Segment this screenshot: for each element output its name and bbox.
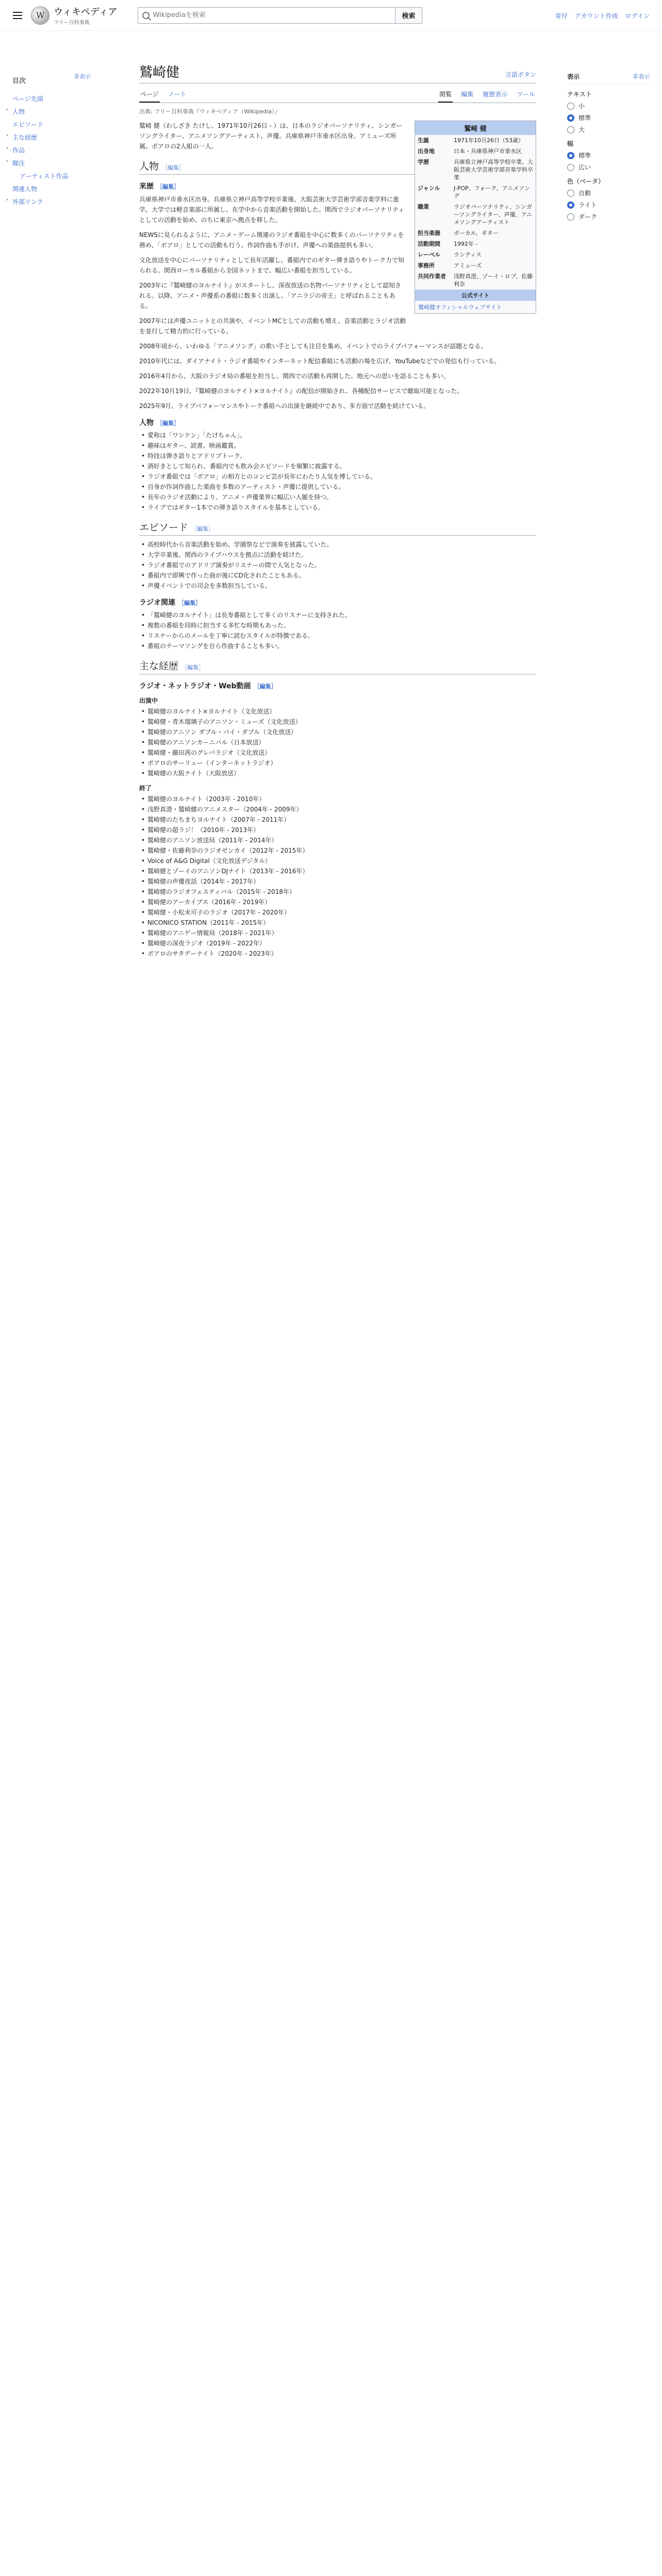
infobox <box>415 121 536 314</box>
infobox-official-site-link[interactable]: 鷲崎健オフィシャルウェブサイト <box>418 304 502 311</box>
toc-item[interactable] <box>6 105 91 118</box>
list-item: • 鷲崎健・藤田茜のグレパラジオ（文化放送） <box>139 748 536 758</box>
list-item: • 番組のテーマソングを自ら作曲することも多い。 <box>139 641 536 651</box>
site-header <box>0 0 662 31</box>
width-options <box>567 151 650 172</box>
list-item: • 鷲崎健の大阪ナイト（大阪放送） <box>139 769 536 778</box>
list-item: • 浅野真澄・鷲崎健のアニメスター（2004年 - 2009年） <box>139 805 536 815</box>
list-item: • 高校時代から音楽活動を始め、学園祭などで演奏を披露していた。 <box>139 540 536 550</box>
radio-label: 標準 <box>578 152 591 159</box>
tab-read[interactable]: 閲覧 <box>438 87 453 103</box>
infobox-value: 兵庫県立神戸高等学校卒業、大阪芸術大学芸術学部音楽学科卒業 <box>454 159 533 181</box>
list-item: • 声優イベントでの司会を多数担当している。 <box>139 581 536 591</box>
toc-item-label: 関連人物 <box>12 185 38 193</box>
create-account-link[interactable]: アカウント作成 <box>574 12 618 20</box>
toc-item[interactable] <box>12 170 91 182</box>
section-person-heading: 人物 ［編集］ <box>139 159 536 175</box>
text-size-option[interactable] <box>567 125 650 134</box>
infobox-key: 共同作業者 <box>418 273 446 280</box>
paragraph: 2016年4月から、大阪のラジオ局の番組を担当し、関西での活動も再開した。地元への思いを語ることも多い。 <box>139 372 450 380</box>
toc-item-label: 作品 <box>12 147 25 154</box>
paragraph: 2008年頃から、いわゆる「アニメソング」の歌い手としても注目を集め、イベントでのライブパフォーマンスが話題となる。 <box>139 343 487 350</box>
color-label: 色（ベータ） <box>567 178 605 185</box>
search-input[interactable] <box>153 11 395 19</box>
radio-label: 自動 <box>578 190 591 197</box>
infobox-row <box>415 228 536 239</box>
infobox-value: アミューズ <box>454 262 482 269</box>
chevron-right-icon[interactable]: › <box>6 146 8 151</box>
toc-item-label: 脚注 <box>12 160 25 167</box>
toc-item[interactable] <box>6 131 91 144</box>
color-options <box>567 189 650 221</box>
toc-item[interactable] <box>12 182 91 195</box>
list-item: • 長年のラジオ活動により、アニメ・声優業界に幅広い人脈を持つ。 <box>139 493 536 502</box>
chevron-right-icon[interactable]: › <box>6 197 8 202</box>
toc-sidebar <box>6 72 91 208</box>
infobox-value: 1992年 - <box>454 241 478 247</box>
infobox-title: 鷲崎 健 <box>415 121 536 135</box>
search-icon <box>142 12 150 19</box>
paragraph: 2022年10月19日、『鷲崎健のヨルナイト×ヨルナイト』の配信が開始され、各種配信サービスで聴取可能となった。 <box>139 387 464 395</box>
list-item: • 鷲崎健のヨルナイト×ヨルナイト（文化放送） <box>139 707 536 717</box>
toc-item-label: 主な経歴 <box>12 134 38 141</box>
radio-button-icon[interactable] <box>567 213 574 221</box>
paragraph: 2007年には声優ユニットとの共演や、イベントMCとしての活動も増え、音楽活動とラジオ活動を並行して精力的に行っている。 <box>139 317 406 335</box>
search-form <box>138 7 422 24</box>
site-logo[interactable] <box>31 5 117 26</box>
tab-history[interactable]: 履歴表示 <box>483 91 508 98</box>
main-content <box>139 62 536 963</box>
paragraph: 文化放送を中心にパーソナリティとして長年活躍し、番組内でのギター弾き語りやトーク力で知られる。関西ローカル番組から全国ネットまで、幅広い番組を担当している。 <box>139 257 404 274</box>
toc-item[interactable] <box>6 144 91 157</box>
toc-item[interactable] <box>6 195 91 208</box>
toc-item-label: 人物 <box>12 108 25 115</box>
list-item: • 大学卒業後、関西のライブハウスを拠点に活動を続けた。 <box>139 550 536 560</box>
subsection-traits-heading: 人物 ［編集］ <box>139 419 179 427</box>
toc-item-label: エピソード <box>12 121 44 128</box>
infobox-extra-title: 公式サイト <box>415 290 536 301</box>
toc-title: 目次 <box>12 77 26 85</box>
infobox-row <box>415 239 536 249</box>
radio-label: ダーク <box>578 213 598 221</box>
radio-button-icon[interactable] <box>567 190 574 197</box>
color-option[interactable] <box>567 212 650 221</box>
donate-link[interactable]: 寄付 <box>555 12 568 20</box>
list-item: • 鷲崎健のアニソン放送局（2011年 - 2014年） <box>139 836 536 845</box>
list-item: • 鷲崎健のアニゲー情報局（2018年 - 2021年） <box>139 928 536 938</box>
infobox-key: ジャンル <box>418 185 440 192</box>
tab-page[interactable]: ページ <box>139 87 160 103</box>
past-shows-heading: 終了 <box>139 785 152 792</box>
radio-button-icon[interactable] <box>567 103 574 110</box>
infobox-row <box>415 260 536 271</box>
paragraph: NEWSに見られるように、アニメ・ゲーム関連のラジオ番組を中心に数多くのパーソナリティを務め、「ポアロ」としての活動も行う。作詞作曲も手がけ、声優への楽曲提供も多い。 <box>139 231 404 249</box>
text-size-option[interactable] <box>567 101 650 110</box>
subsection-radio-web-heading: ラジオ・ネットラジオ・Web動画 ［編集］ <box>139 682 277 690</box>
edit-link[interactable]: ［編集］ <box>162 164 185 171</box>
list-item: • 鷲崎健とゾーイのアニソンDJナイト（2013年 - 2016年） <box>139 867 536 876</box>
paragraph: 2003年に『鷲崎健のヨルナイト』がスタートし、深夜放送の名物パーソナリティとして認知される。以降、アニメ・声優系の番組に数多く出演し、「アニラジの帝王」と呼ばれることもある。 <box>139 282 402 310</box>
infobox-value: ラジオパーソナリティ、シンガーソングライター、声優、アニメソングアーティスト <box>454 204 533 226</box>
chevron-right-icon[interactable]: › <box>6 133 8 138</box>
episodes-list <box>139 540 536 591</box>
section-episodes-heading: エピソード ［編集］ <box>139 520 536 536</box>
paragraph: 兵庫県神戸市垂水区出身。兵庫県立神戸高等学校卒業後、大阪芸術大学芸術学部音楽学科に進学。大学では軽音楽部に所属し、在学中から音楽活動を開始した。関西でラジオパーソナリティとしての活動を始め、のちに東京へ拠点を移した。 <box>139 196 405 224</box>
list-item: • Voice of A&G Digital（文化放送デジタル） <box>139 856 536 866</box>
edit-link[interactable]: ［編集］ <box>254 683 277 690</box>
width-option[interactable] <box>567 163 650 172</box>
subsection-career-heading: 来歴 ［編集］ <box>139 182 179 191</box>
list-item: • ラジオ番組でのアドリブ演奏がリスナーの間で人気となった。 <box>139 561 536 570</box>
infobox-row <box>415 271 536 290</box>
radio-button-icon[interactable] <box>567 164 574 171</box>
list-item: • ポアロのサタデーナイト（2020年 - 2023年） <box>139 949 536 959</box>
width-label: 幅 <box>567 140 574 147</box>
infobox-value: ランティス <box>454 251 482 258</box>
text-size-label: テキスト <box>567 91 592 98</box>
toc-list <box>6 92 91 208</box>
toc-hide-button[interactable]: 非表示 <box>74 73 91 80</box>
wikipedia-globe-icon <box>31 6 49 25</box>
tab-talk[interactable]: ノート <box>168 91 187 98</box>
current-shows-list <box>139 707 536 778</box>
search-box[interactable] <box>138 7 395 24</box>
paragraph: 2025年9月、ライブパフォーマンスやトーク番組への出演を継続中であり、多方面で活動を続けている。 <box>139 402 430 410</box>
list-item: • 鷲崎健・佐藤利奈のラジオゼンカイ（2012年 - 2015年） <box>139 846 536 856</box>
list-item: • 鷲崎健のアニソン ダブル・バイ・ダブル（文化放送） <box>139 727 536 737</box>
infobox-row <box>415 157 536 183</box>
infobox-value: J-POP、フォーク、アニメソング <box>454 185 530 199</box>
list-item: • 鷲崎健の声優夜話（2014年 - 2017年） <box>139 877 536 887</box>
list-item: • NICONICO STATION（2011年 - 2015年） <box>139 918 536 928</box>
infobox-key: 学歴 <box>418 159 429 165</box>
lead-paragraph: 鷲崎 健（わしざき たけし、1971年10月26日 - ）は、日本のラジオパーソナリティ、シンガーソングライター、アニメソングアーティスト、声優。兵庫県神戸市垂水区出身。アミューズ所属。ポアロの2人組の一人。 <box>139 122 403 150</box>
list-item: • 複数の番組を同時に担当する多忙な時期もあった。 <box>139 621 536 631</box>
list-item: • 鷲崎健のアニソンカーニバル（日本放送） <box>139 738 536 748</box>
chevron-right-icon[interactable]: › <box>6 159 8 164</box>
list-item: • 鷲崎健のラジオフェスティバル（2015年 - 2018年） <box>139 887 536 897</box>
paragraph: 2010年代には、ダイアナイト・ラジオ番組やインターネット配信番組にも活動の場を広げ、YouTubeなどでの発信も行っている。 <box>139 358 501 365</box>
radio-button-icon[interactable] <box>567 152 574 159</box>
tab-tools[interactable]: ツール <box>517 91 535 98</box>
infobox-row <box>415 146 536 157</box>
infobox-row <box>415 201 536 228</box>
list-item: • リスナーからのメールを丁寧に読むスタイルが特徴である。 <box>139 631 536 641</box>
infobox-key: 担当楽器 <box>418 230 440 236</box>
list-item: • 番組内で即興で作った曲が後にCD化されたこともある。 <box>139 571 536 581</box>
list-item: • 酒好きとして知られ、番組内でも飲み会エピソードを頻繁に披露する。 <box>139 462 536 471</box>
appearance-hide-button[interactable]: 非表示 <box>633 73 650 80</box>
radio-label: ライト <box>578 201 597 209</box>
list-item: • 趣味はギター、読書、映画鑑賞。 <box>139 441 536 451</box>
past-shows-list <box>139 794 536 959</box>
list-item: • ラジオ番組では「ポアロ」の相方とのコンビ芸が長年にわたり人気を博している。 <box>139 472 536 482</box>
list-item: • 鷲崎健のたちまちヨルナイト（2007年 - 2011年） <box>139 815 536 825</box>
infobox-key: 活動期間 <box>418 241 440 247</box>
color-option[interactable] <box>567 200 650 209</box>
infobox-value: 1971年10月26日（53歳） <box>454 137 524 144</box>
toc-item[interactable] <box>12 92 91 105</box>
radio-label: 標準 <box>578 114 591 122</box>
search-button[interactable]: 検索 <box>395 7 422 24</box>
radio-episodes-list <box>139 611 536 651</box>
text-size-option[interactable] <box>567 113 650 122</box>
edit-link[interactable]: ［編集］ <box>157 420 179 427</box>
edit-link[interactable]: ［編集］ <box>181 664 205 671</box>
site-name: ウィキペディア <box>54 7 118 18</box>
main-menu-icon[interactable] <box>7 5 28 26</box>
toc-item[interactable] <box>6 157 91 170</box>
infobox-row <box>415 183 536 201</box>
infobox-key: 出身地 <box>418 148 435 155</box>
list-item: • 鷲崎健・青木瑠璃子のアニソン・ミューズ（文化放送） <box>139 717 536 727</box>
infobox-value: 日本・兵庫県神戸市垂水区 <box>454 148 522 155</box>
toc-item-label: アーティスト作品 <box>20 173 69 180</box>
list-item: • 鷲崎健のアーカイブス（2016年 - 2019年） <box>139 897 536 907</box>
color-option[interactable] <box>567 189 650 197</box>
user-links <box>555 11 650 20</box>
radio-label: 小 <box>578 103 585 110</box>
list-item: • 鷲崎健の超ラジ！（2010年 - 2013年） <box>139 825 536 835</box>
edit-link[interactable]: ［編集］ <box>157 183 179 190</box>
radio-label: 広い <box>578 164 591 171</box>
infobox-key: 生誕 <box>418 137 429 144</box>
width-option[interactable] <box>567 151 650 160</box>
infobox-row <box>415 249 536 260</box>
toc-item-label: ページ先頭 <box>12 95 43 103</box>
login-link[interactable]: ログイン <box>625 12 650 20</box>
language-button[interactable]: 言語ボタン <box>505 71 536 78</box>
chevron-right-icon[interactable]: › <box>6 107 8 112</box>
list-item: • ポアロのサーリュー（インターネットラジオ） <box>139 758 536 768</box>
page-tabs <box>139 87 536 103</box>
list-item: • 自身が作詞作曲した楽曲を多数のアーティスト・声優に提供している。 <box>139 482 536 492</box>
infobox-row <box>415 135 536 146</box>
radio-button-icon[interactable] <box>567 126 574 133</box>
edit-link[interactable]: ［編集］ <box>191 526 214 532</box>
infobox-key: 事務所 <box>418 262 435 269</box>
infobox-key: レーベル <box>418 251 440 258</box>
list-item: • 鷲崎健・小松未可子のラジオ（2017年 - 2020年） <box>139 908 536 918</box>
toc-item-label: 外部リンク <box>12 198 43 206</box>
radio-button-icon[interactable] <box>567 114 574 122</box>
page-title: 鷲崎健 <box>139 65 180 80</box>
toc-item[interactable] <box>12 118 91 131</box>
text-size-options <box>567 101 650 134</box>
edit-link[interactable]: ［編集］ <box>178 600 201 606</box>
page-subtitle: 出典: フリー百科事典『ウィキペディア（Wikipedia）』 <box>139 108 280 115</box>
site-tagline: フリー百科事典 <box>54 20 90 26</box>
list-item: • 特技は弾き語りとアドリブトーク。 <box>139 451 536 461</box>
traits-list <box>139 431 536 513</box>
list-item: • ライブではギター1本での弾き語りスタイルを基本としている。 <box>139 503 536 513</box>
section-career-heading: 主な経歴 ［編集］ <box>139 658 536 674</box>
subsection-radio-heading: ラジオ関連 ［編集］ <box>139 599 201 607</box>
radio-button-icon[interactable] <box>567 201 574 209</box>
list-item: • 鷲崎健の深夜ラジオ（2019年 - 2022年） <box>139 939 536 948</box>
list-item: • 鷲崎健のヨルナイト（2003年 - 2010年） <box>139 794 536 804</box>
list-item: • 「鷲崎健のヨルナイト」は長寿番組として多くのリスナーに支持された。 <box>139 611 536 620</box>
tab-edit[interactable]: 編集 <box>461 91 474 98</box>
radio-label: 大 <box>578 126 585 133</box>
current-shows-heading: 出演中 <box>139 697 158 704</box>
list-item: • 愛称は「ワシケン」「たけちゃん」。 <box>139 431 536 440</box>
infobox-key: 職業 <box>418 204 429 210</box>
infobox-value: ボーカル、ギター <box>454 230 499 236</box>
appearance-title: 表示 <box>567 73 580 80</box>
infobox-value: 浅野真澄、ゾーイ・ロブ、佐藤利奈 <box>454 273 533 287</box>
appearance-panel <box>567 72 650 224</box>
